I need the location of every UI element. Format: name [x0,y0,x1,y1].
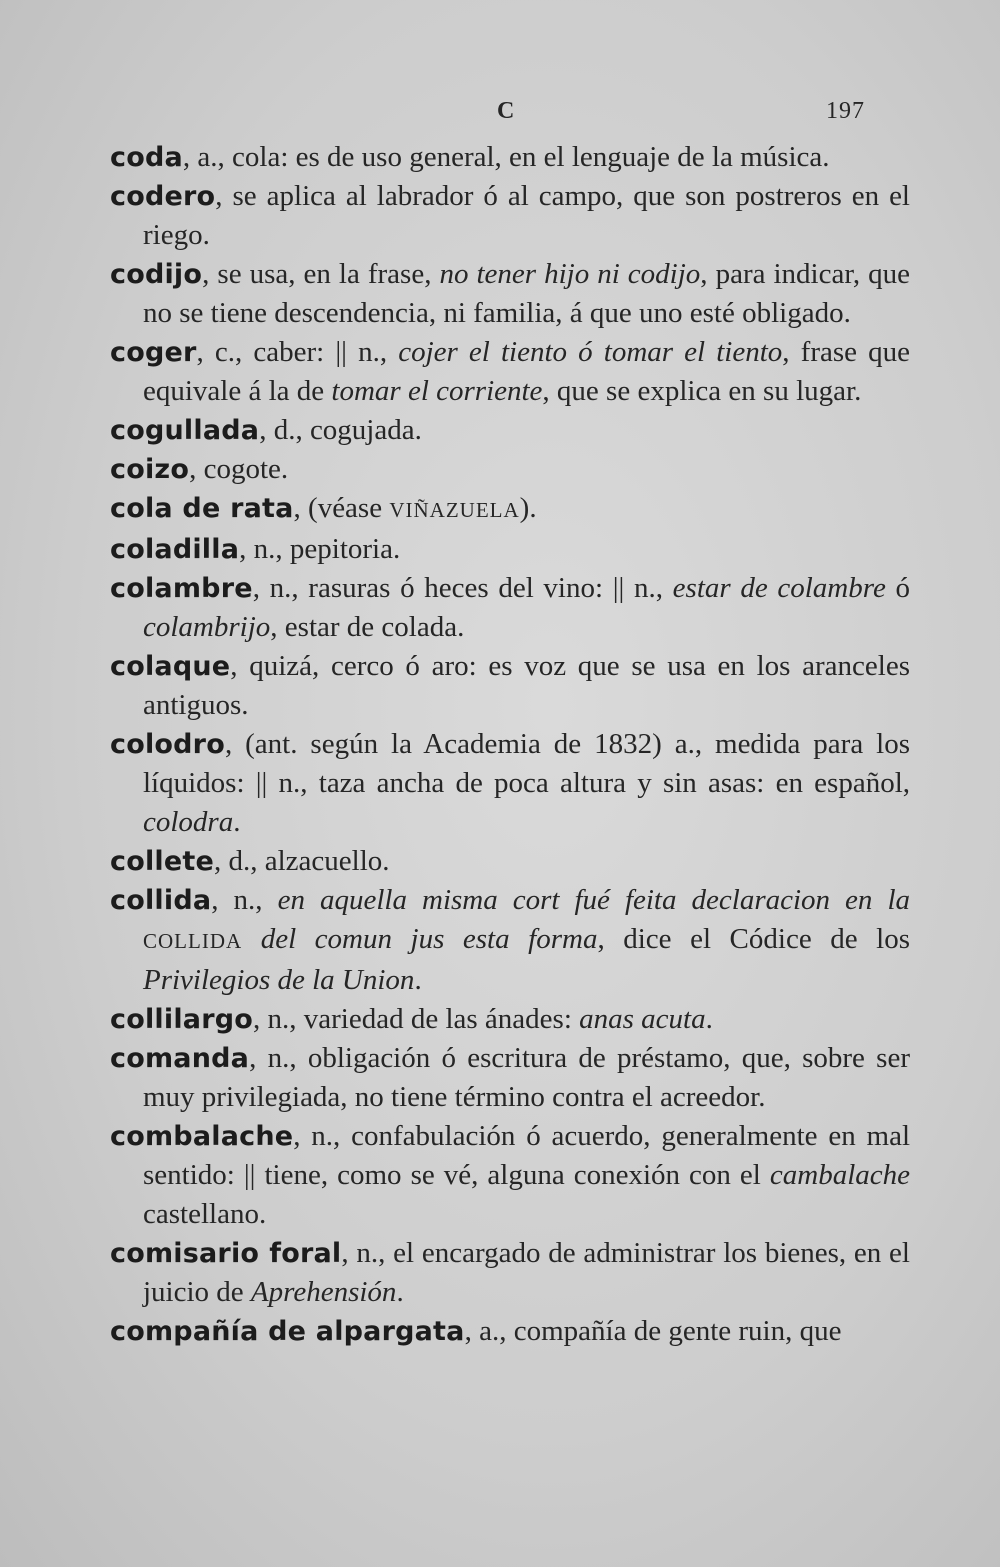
entry-text: , a., compañía de gente ruin, que [464,1315,842,1347]
entry-headword: compañía de alpargata [110,1316,465,1347]
dictionary-entry [110,725,910,842]
dictionary-entry [110,1117,910,1234]
entry-headword: coda [110,142,183,173]
entry-headword: cola de rata [110,493,294,524]
dictionary-entry [110,881,910,1000]
entry-small-caps-text: VIÑAZUELA [389,498,520,522]
entry-text: , cogote. [189,453,289,485]
entry-headword: collida [110,885,212,916]
entry-italic-text: colambrijo [143,611,271,643]
entry-headword: comisario foral [110,1238,342,1269]
entry-text: , n., variedad de las ánades: [253,1003,580,1035]
entry-headword: coger [110,337,197,368]
dictionary-entry [110,1312,910,1351]
entry-headword: collilargo [110,1004,253,1035]
dictionary-entry [110,255,910,333]
dictionary-entry [110,842,910,881]
entry-headword: codijo [110,259,203,290]
entry-headword: coladilla [110,534,240,565]
entry-italic-text: tomar el corriente [331,375,543,407]
entry-headword: colodro [110,729,225,760]
entry-text: castellano. [143,1198,267,1230]
entry-text: , estar de colada. [270,611,465,643]
entry-headword: colambre [110,573,253,604]
entry-headword: comanda [110,1043,250,1074]
entry-text: , n., [211,884,278,916]
entry-italic-text: en aquella misma cort fué feita declaracion en la [277,884,911,916]
dictionary-entry [110,530,910,569]
entry-text: , d., alzacuello. [214,845,390,877]
entry-italic-text: no tener hijo ni codijo [439,258,701,290]
entry-text: . [396,1276,404,1308]
entry-text: ). [519,492,537,524]
dictionary-entry [110,1234,910,1312]
entry-text: , (ant. según la Academia de 1832) a., medida para los líquidos: || n., taza ancha de poca altura y sin asas: en español, [143,728,910,799]
entry-text: . [705,1003,713,1035]
entry-headword: codero [110,181,216,212]
entry-text: , frase que equivale á la de [143,336,910,407]
dictionary-entry [110,411,910,450]
entry-text: , para indicar, que no se tiene descendencia, ni familia, á que uno esté obligado. [143,258,910,329]
entry-text: , c., caber: || n., [196,336,399,368]
entry-headword: coizo [110,454,190,485]
dictionary-entry [110,569,910,647]
section-letter: C [497,98,515,124]
entry-headword: combalache [110,1121,294,1152]
dictionary-entry [110,489,910,530]
page-number: 197 [826,98,865,124]
entry-italic-text: cojer el tiento ó tomar el tiento [398,336,783,368]
entry-italic-text: Aprehensión [250,1276,397,1308]
entry-text: , d., cogujada. [259,414,422,446]
entry-text: , se aplica al labrador ó al campo, que son postreros en el riego. [143,180,910,251]
entry-text: , dice el Códice de los [597,923,910,955]
entry-italic-text: estar de colambre [672,572,886,604]
entry-italic-text: del comun jus esta forma [242,923,598,955]
dictionary-entry [110,177,910,255]
entry-text: , (véase [293,492,390,524]
entry-text: , se usa, en la frase, [202,258,440,290]
dictionary-entry [110,450,910,489]
entry-text: , n., pepitoria. [239,533,401,565]
entry-small-caps-text: COLLIDA [143,929,243,953]
entry-text: , n., confabulación ó acuerdo, generalmente en mal sentido: || tiene, como se vé, alguna conexión con el [143,1120,910,1191]
entry-text: , n., el encargado de administrar los bienes, en el juicio de [143,1237,910,1308]
entry-text: , a., cola: es de uso general, en el lenguaje de la música. [182,141,830,173]
dictionary-entry [110,1000,910,1039]
entry-italic-text: Privilegios de la Union [143,964,415,996]
entry-text: ó [885,572,911,604]
dictionary-entry [110,138,910,177]
entry-text: . [414,964,422,996]
entry-list [110,138,910,1351]
entry-headword: collete [110,846,214,877]
entry-text: . [233,806,241,838]
entry-italic-text: anas acuta [579,1003,706,1035]
entry-text: , quizá, cerco ó aro: es voz que se usa en los aranceles antiguos. [143,650,910,721]
entry-headword: cogullada [110,415,260,446]
dictionary-entry [110,333,910,411]
entry-text: , que se explica en su lugar. [542,375,862,407]
entry-text: , n., rasuras ó heces del vino: || n., [252,572,673,604]
dictionary-entry [110,1039,910,1117]
entry-italic-text: cambalache [769,1159,910,1191]
dictionary-entry [110,647,910,725]
entry-italic-text: colodra [143,806,234,838]
entry-text: , n., obligación ó escritura de préstamo, que, sobre ser muy privilegiada, no tiene término contra el acreedor. [143,1042,910,1113]
entry-headword: colaque [110,651,231,682]
running-head [0,98,1000,138]
